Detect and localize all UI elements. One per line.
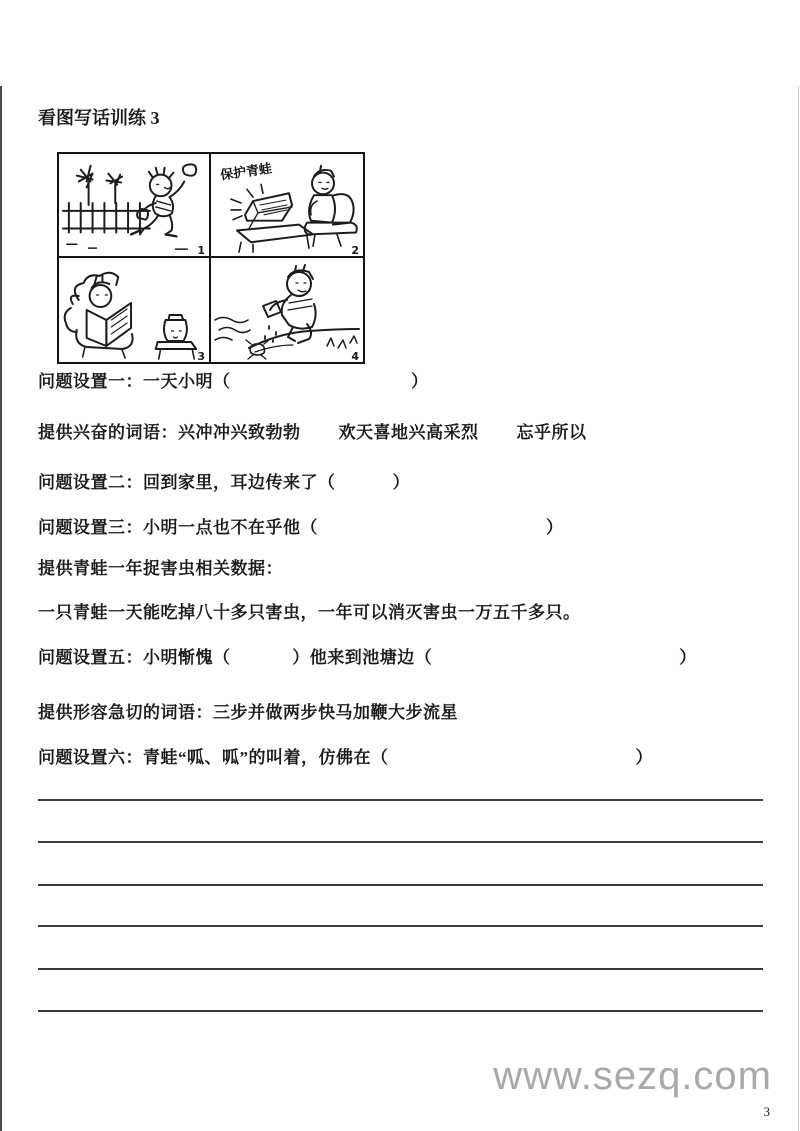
panel-number-2: 2 [351, 244, 359, 257]
question-line-5: 问题设置五：小明惭愧（ ）他来到池塘边（ ） [38, 648, 697, 667]
answer-line-1 [38, 799, 763, 801]
comic-strip [57, 152, 365, 364]
question-line-6: 问题设置六：青蛙“呱、呱”的叫着，仿佛在（ ） [38, 748, 653, 767]
comic-panel-4 [211, 258, 363, 362]
page-title: 看图写话训练 3 [38, 108, 160, 128]
page-number: 3 [763, 1104, 770, 1119]
question-line-3: 问题设置三：小明一点也不在乎他（ ） [38, 518, 564, 537]
data-intro-line: 提供青蛙一年捉害虫相关数据： [38, 559, 283, 578]
comic-panel-2 [211, 154, 363, 258]
watermark: www.sezq.com [493, 1054, 772, 1098]
scan-edge-left [0, 86, 2, 1131]
vocab-line-2: 提供形容急切的词语：三步并做两步快马加鞭大步流星 [38, 703, 458, 722]
answer-line-4 [38, 925, 763, 927]
releasing-frog-illustration [211, 258, 363, 362]
panel2-caption: 保护青蛙 [219, 161, 273, 183]
answer-line-2 [38, 841, 763, 843]
comic-panel-1 [59, 154, 211, 258]
question-line-2: 问题设置二：回到家里，耳边传来了（ ） [38, 473, 410, 492]
comic-panel-3 [59, 258, 211, 362]
answer-line-6 [38, 1010, 763, 1012]
panel-number-3: 3 [197, 350, 205, 363]
boy-reading-illustration [59, 258, 209, 362]
answer-line-3 [38, 884, 763, 886]
scan-edge-right [798, 86, 799, 1131]
running-boy-illustration [59, 154, 209, 256]
answer-line-5 [38, 968, 763, 970]
panel-number-4: 4 [351, 350, 359, 363]
panel-number-1: 1 [197, 244, 205, 257]
vocab-line-1: 提供兴奋的词语：兴冲冲兴致勃勃 欢天喜地兴高采烈 忘乎所以 [38, 423, 587, 442]
radio-broadcast-illustration [211, 154, 363, 256]
question-line-1: 问题设置一：一天小明（ ） [38, 372, 429, 391]
frog-fact-line: 一只青蛙一天能吃掉八十多只害虫，一年可以消灭害虫一万五千多只。 [38, 603, 581, 622]
